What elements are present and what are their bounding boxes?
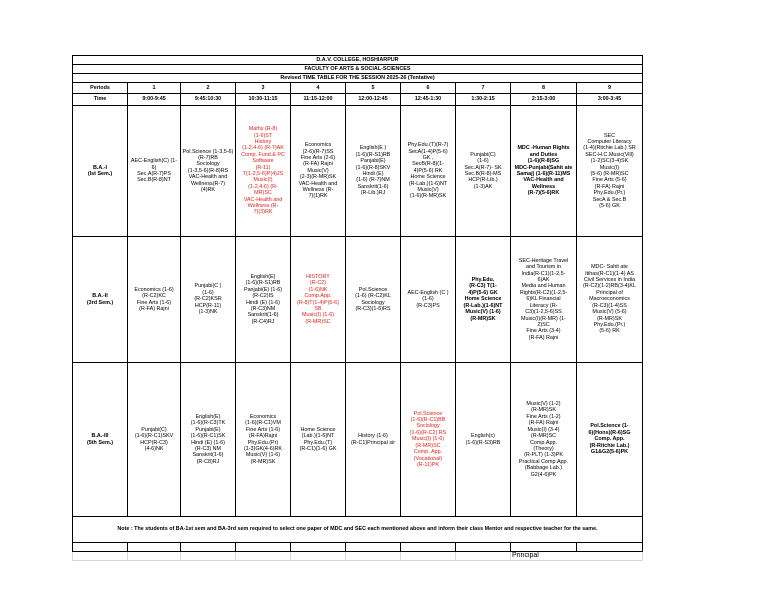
cell-line: Hindi (E) xyxy=(362,171,384,177)
timetable-grid xyxy=(72,55,643,561)
timetable-cell xyxy=(128,237,181,363)
timetable-cell xyxy=(236,237,291,363)
cell-line: Music(I) xyxy=(253,177,273,184)
cell-line: Pol.Science (1-3,5-6) (R-7)RB xyxy=(182,148,234,161)
timetable-cell xyxy=(181,363,236,517)
cell-line: (1-3)AK xyxy=(473,183,493,190)
cell-line: SEC-Heritage Travel xyxy=(518,257,569,264)
cell-line: (1-6)(R-C1)SKV xyxy=(134,433,174,440)
cell-line: Sec.A(R-7)PS xyxy=(137,171,171,177)
cell-line: (R-C3)(1-4)SS xyxy=(592,302,627,309)
cell-line: Punjabi(C) xyxy=(141,426,167,433)
cell-line: (R-MR)SK xyxy=(597,315,622,322)
cell-line: (R-FA) Rajni xyxy=(303,161,333,168)
cell-line: Hindi (E) (1-6) xyxy=(246,299,280,306)
cell-line: (R-MR)SK xyxy=(531,407,556,414)
cell-line: Music(V) (1-2) xyxy=(526,401,561,408)
cell-line: India(R-C1)(1-2,5- xyxy=(521,270,566,277)
cell-line: Phy.Edu.(Pr.) xyxy=(593,190,626,197)
cell-line: MR)SC xyxy=(254,190,272,197)
cell-line: Computer Literacy xyxy=(587,138,632,145)
timetable-cell xyxy=(577,237,643,363)
cell-line: Itihas(R-C1)(1-4) AS xyxy=(585,270,634,277)
cell-line: (2-3)(R-MR)SK xyxy=(299,174,337,181)
cell-line: and Duties xyxy=(529,151,558,158)
semester-label xyxy=(73,363,128,517)
cell-line: (1-6)(R-MR)SK xyxy=(409,193,447,200)
cell-line: Literacy (R- xyxy=(529,302,558,309)
cell-line: VAC-Health and xyxy=(523,177,564,184)
cell-line: 4)P(5-6) RK xyxy=(413,167,443,174)
cell-line: Principal of xyxy=(596,289,623,296)
cell-line: AEC-English (C ) xyxy=(407,289,449,296)
period-number: 7 xyxy=(456,83,511,94)
cell-line: (1-6)(R-C1)BB xyxy=(410,417,446,424)
timetable-cell xyxy=(236,106,291,237)
period-time: 3:00-3:45 xyxy=(577,94,643,106)
cell-line: (5-6) (R-MR)SC xyxy=(590,171,629,177)
semester-row xyxy=(73,363,643,517)
cell-line: (1-2)SC(3-4)SK xyxy=(590,158,629,165)
timetable-cell xyxy=(128,106,181,237)
cell-line: Economics (1-6) xyxy=(134,286,174,293)
period-number: 3 xyxy=(236,83,291,94)
cell-line: Sec.A(R-7)- SK xyxy=(464,164,502,171)
cell-line: Wellness xyxy=(531,183,556,190)
cell-line: (R-C3)(1-6)RS xyxy=(355,305,391,312)
cell-line: GK , xyxy=(422,154,434,161)
timetable-cell xyxy=(577,106,643,237)
cell-line: Wellness(R-7) xyxy=(190,180,226,187)
cell-line: (4-6)NK xyxy=(144,445,164,452)
cell-line: Civil Services in India xyxy=(583,277,636,284)
footnote: Note : The students of BA-1st sem and BA-3rd sem required to select one paper of MDC and SEC each mentioned above and inform their class Mentor and respective teacher for the same. xyxy=(73,517,643,543)
cell-line: Practical Comp.App. xyxy=(518,458,569,465)
timetable-cell xyxy=(346,237,401,363)
cell-line: Music(V) xyxy=(307,167,329,174)
cell-line: English(E ) xyxy=(359,145,387,152)
cell-line: SecB(R-8)(1- xyxy=(412,161,444,168)
cell-line: (1-6) xyxy=(422,296,434,303)
cell-line: (R-C3)NM xyxy=(250,305,276,312)
cell-line: (R-FA) Rajni xyxy=(528,420,559,427)
cell-line: (R-MR)SC xyxy=(305,318,331,325)
cell-line: Comp.App. xyxy=(530,439,557,446)
cell-line: (1-6)(R-8)SG xyxy=(527,158,560,165)
cell-line: Rights(R-C2)(1-2,5- xyxy=(519,289,568,296)
cell-line: Music(I) (1-6) xyxy=(301,312,335,319)
period-number: 1 xyxy=(128,83,181,94)
cell-line: Music(I) (1-6) xyxy=(411,436,445,443)
period-time: 11:15-12:00 xyxy=(291,94,346,106)
cell-line: SB xyxy=(314,305,322,312)
cell-line: HCP(R-11) xyxy=(194,302,222,309)
time-label: Time xyxy=(73,94,128,106)
cell-line: Music(V) (5-6) xyxy=(592,309,627,316)
cell-line: (R-MR)SC xyxy=(530,433,557,440)
cell-line: (R-7)(5-6)RK xyxy=(527,190,560,197)
timetable-cell xyxy=(401,237,456,363)
cell-line: (R-Lab.)(1-6)NT xyxy=(408,180,448,187)
cell-line: (1-6) xyxy=(202,289,214,296)
cell-line: SEC-H.C.Music(Vill) xyxy=(585,151,634,158)
cell-line: (R-FA) Rajni xyxy=(139,305,169,312)
cell-line: Software xyxy=(252,158,274,165)
cell-line: 7)(3)RK xyxy=(253,209,273,216)
cell-line: 4)P(5-6) GK xyxy=(468,289,498,296)
cell-line: (R-MR)SK xyxy=(250,458,276,465)
cell-line: Sanskrit(1-6) xyxy=(192,452,224,459)
period-time: 9:45:10:30 xyxy=(181,94,236,106)
cell-line: Economics xyxy=(304,142,332,149)
cell-line: Music(I)(R-MR) (1- xyxy=(521,315,566,322)
cell-line: MDC -Human Rights xyxy=(517,145,570,152)
cell-line: SecA & Sec.B xyxy=(592,196,627,203)
cell-line: (R-C2)(1-2)RB(3-4)KL xyxy=(582,283,636,290)
cell-line: (R-FA)Rajni xyxy=(248,433,278,440)
cell-line: Sociology xyxy=(416,423,440,430)
cell-line: Phy.Edu.(Pr) xyxy=(247,439,279,446)
cell-line: (Babbage Lab.) xyxy=(524,465,563,472)
cell-line: Pol.Science xyxy=(358,286,388,293)
cell-line: (1-6)(R-S3)RB xyxy=(465,439,501,446)
cell-line: VAC-Health and xyxy=(188,174,228,181)
cell-line: Economics xyxy=(249,413,277,420)
period-time: 10:30-11:15 xyxy=(236,94,291,106)
cell-line: Phy.Edu.(T)(R-7) xyxy=(407,142,449,149)
cell-line: (1-6)(R-C1)SK xyxy=(190,433,226,440)
semester-label xyxy=(73,237,128,363)
cell-line: HISTORY xyxy=(306,273,330,280)
periods-row xyxy=(73,83,643,94)
cell-line: Fine Arts (1-6) xyxy=(136,299,172,306)
cell-line: (R-C3) NM xyxy=(194,445,222,452)
cell-line: English(c) xyxy=(471,433,495,440)
cell-line: Sanskrit(1-6) xyxy=(247,312,279,319)
timetable-cell xyxy=(456,237,511,363)
cell-line: VAC-Health and xyxy=(298,180,338,187)
cell-line: (1-3)NK xyxy=(198,309,218,316)
cell-line: (R-C3)PS xyxy=(416,302,440,309)
timetable-cell xyxy=(511,106,577,237)
period-time: 2:15-3:00 xyxy=(511,94,577,106)
cell-line: Maths (R-8) xyxy=(248,126,278,133)
semester-name: (Ist Sem.) xyxy=(87,171,113,177)
cell-line: Fine Arts (3-4) xyxy=(526,328,561,335)
cell-line: English(E) xyxy=(195,413,221,420)
cell-line: (R-11) xyxy=(255,164,271,171)
cell-line: Sociology xyxy=(196,161,220,168)
cell-line: Panjabi(E) xyxy=(360,158,386,165)
cell-line: Sec.B(R-8)-MS xyxy=(464,171,502,177)
cell-line: 6)KL Financial xyxy=(526,296,561,303)
cell-line: (R-C1)Principal sir xyxy=(350,439,396,446)
cell-line: Fine Arts (1-2) xyxy=(526,413,561,420)
cell-line: (1-6)NK xyxy=(308,286,328,293)
cell-line: (1-6) (R-7)NM xyxy=(356,177,390,184)
timetable-cell xyxy=(291,363,346,517)
period-time: 9:00-9:45 xyxy=(128,94,181,106)
cell-line: G1&G2(5-6)PK xyxy=(590,449,629,456)
semester-label xyxy=(73,106,128,237)
timetable-cell xyxy=(511,363,577,517)
cell-line: (1-2,4-6) (R-7)AK xyxy=(242,145,284,152)
cell-line: (1-6)(R-C3)TK xyxy=(190,420,226,427)
timetable-cell xyxy=(401,363,456,517)
timetable-cell xyxy=(236,363,291,517)
principal-signature-label: Principal xyxy=(511,552,643,561)
cell-line: Fine Arts (1-6) xyxy=(245,426,281,433)
cell-line: Sociology xyxy=(361,299,385,306)
cell-line: Home Science xyxy=(464,296,502,303)
timetable-cell xyxy=(456,106,511,237)
cell-line: Fine Arts (5-6) xyxy=(592,177,627,184)
timetable-cell xyxy=(291,237,346,363)
cell-line: Wellness (R- xyxy=(302,187,334,194)
cell-line: (R-C4)RJ xyxy=(251,318,275,325)
cell-line: (R-C3) T(1- xyxy=(469,283,497,290)
timetable-cell xyxy=(456,363,511,517)
cell-line: Music(V) xyxy=(417,187,439,194)
cell-line: Hindi (E) (1-6) xyxy=(191,439,225,446)
cell-line: Comp. App. xyxy=(413,449,443,456)
cell-line: (2-6)(R-7)SS xyxy=(302,148,334,155)
timetable-cell xyxy=(128,363,181,517)
cell-line: (R-C2)KSR xyxy=(194,296,222,303)
semester-name: (3rd Sem.) xyxy=(86,299,114,306)
cell-line: SEC xyxy=(603,132,616,139)
cell-line: (Vocational) xyxy=(413,455,443,462)
cell-line: AEC-English(C) (1-6) xyxy=(130,158,178,171)
cell-line: Phy.Edu.(T) xyxy=(303,439,333,446)
cell-line: Sanskrit(1-6) xyxy=(357,183,389,190)
cell-line: (R-FA) Rajni xyxy=(528,334,559,341)
cell-line: (R-FA) Rajni xyxy=(594,183,625,190)
cell-line: Pol.Science xyxy=(413,410,443,417)
cell-line: (1-6)(R-C1)VM xyxy=(245,420,281,427)
cell-line: English(E) xyxy=(250,273,276,280)
cell-line: Phy.Edu. xyxy=(471,277,495,284)
period-time: 12:45-1:30 xyxy=(401,94,456,106)
cell-line: (5-6) RK xyxy=(599,328,620,335)
cell-line: (1-6)(R-S1)RB xyxy=(245,280,281,287)
cell-line: (1-3,5-6)(R-8)RS xyxy=(187,167,229,174)
class-name: B.A.-III xyxy=(91,433,109,440)
cell-line: (R-C8)RJ xyxy=(196,458,220,465)
period-number: 5 xyxy=(346,83,401,94)
cell-line: Home Science xyxy=(300,426,336,433)
cell-line: Samaj) (1-6)(R-11)MS xyxy=(516,171,571,177)
college-name: D.A.V. COLLEGE, HOSHIARPUR xyxy=(73,56,643,65)
cell-line: Comp. Fund.& PC xyxy=(241,151,285,158)
cell-line: Home Science xyxy=(410,174,446,181)
cell-line: (4)RK xyxy=(200,187,216,194)
cell-line: Punjabi(C ) xyxy=(194,283,222,290)
cell-line: Media and Human xyxy=(521,283,566,290)
timetable-cell xyxy=(291,106,346,237)
cell-line: (1-6) xyxy=(477,158,489,165)
cell-line: 6)AK xyxy=(537,277,550,284)
time-row xyxy=(73,94,643,106)
cell-line: Fine Arts (2-6) xyxy=(300,154,336,161)
cell-line: 6)(Hons)(R-6)SG xyxy=(588,429,631,436)
cell-line: (R-C2) xyxy=(309,280,327,287)
cell-line: 7)(1)RK xyxy=(308,193,328,200)
timetable-title: Revised TIME TABLE FOR THE SESSION 2025-26 (Tentative) xyxy=(73,74,643,83)
cell-line: Panjabi(E) (1-6) xyxy=(243,286,283,293)
cell-line: Music(I) xyxy=(599,164,620,171)
cell-line: (1-4)(Ritchie Lab.) SR xyxy=(583,145,636,152)
cell-line: Sec.B(R-8)NT xyxy=(137,177,171,184)
semester-name: (5th Sem.) xyxy=(86,439,114,446)
period-number: 8 xyxy=(511,83,577,94)
cell-line: (R-Lib.)RJ xyxy=(360,190,386,197)
cell-line: Music(V) (1-6) xyxy=(465,309,501,316)
cell-line: HCP(R-Lib.) xyxy=(468,177,498,184)
cell-line: HCP(R-C3) xyxy=(140,439,168,446)
faculty-name: FACULTY OF ARTS & SOCIAL-SCIENCES xyxy=(73,65,643,74)
cell-line: (R-MR)SC xyxy=(415,442,441,449)
timetable-cell xyxy=(346,363,401,517)
cell-line: (R-C2)IS xyxy=(252,293,274,300)
cell-line: (1-6)(R-S1)RB xyxy=(355,151,391,158)
semester-row xyxy=(73,237,643,363)
cell-line: MDC-Punjabi(Sahit ate xyxy=(514,164,573,171)
timetable-cell xyxy=(346,106,401,237)
cell-line: (5-6) GK xyxy=(599,203,620,210)
cell-line: (1-6) (R-C2)KL xyxy=(355,293,391,300)
timetable-cell xyxy=(511,237,577,363)
cell-line: MDC- Sahit ate xyxy=(591,264,628,271)
cell-line: Comp. App. xyxy=(594,436,625,443)
cell-line: Pol.Science (1- xyxy=(590,423,629,430)
cell-line: Punjabi(C) xyxy=(470,151,496,158)
cell-line: (R-Ritchie Lab.) xyxy=(589,442,630,449)
cell-line: (R-PLT) (1-3)PK xyxy=(524,452,563,459)
cell-line: Music(I) (3-4) xyxy=(527,426,560,433)
period-number: 4 xyxy=(291,83,346,94)
timetable-cell xyxy=(181,237,236,363)
timetable-cell xyxy=(401,106,456,237)
cell-line: and Tourism in xyxy=(526,264,561,271)
semester-row xyxy=(73,106,643,237)
class-name: B.A.-I xyxy=(92,164,108,171)
cell-line: Wellness (R- xyxy=(247,203,279,210)
period-number: 2 xyxy=(181,83,236,94)
cell-line: C3)(1-2,5-6)SS xyxy=(525,309,562,316)
cell-line: Comp.App. xyxy=(304,293,332,300)
class-name: B.A.-II xyxy=(92,293,108,300)
cell-line: Punjabi(E) xyxy=(195,426,221,433)
cell-line: (1-6)(R-C2) RS xyxy=(409,429,447,436)
period-number: 6 xyxy=(401,83,456,94)
cell-line: History (1-6) xyxy=(358,433,388,440)
cell-line: (R-Lab.)(1-6)NT xyxy=(463,302,503,309)
cell-line: Macroeconomics xyxy=(589,296,630,303)
cell-line: G2(4-6)PK xyxy=(530,471,557,478)
cell-line: SecA(1-4)P(5-6) xyxy=(408,148,448,155)
cell-line: (Theory) xyxy=(533,445,554,452)
cell-line: (R-11)PK xyxy=(416,461,440,468)
timetable-cell xyxy=(181,106,236,237)
cell-line: VAC-Health and xyxy=(243,196,283,203)
cell-line: Phy.Edu.(Pr.) xyxy=(593,321,626,328)
period-time: 12:00-12:45 xyxy=(346,94,401,106)
cell-line: 2)SC xyxy=(537,321,550,328)
cell-line: (1-3)GK(4-6)RK xyxy=(243,445,283,452)
cell-line: (1-2,4-6) (R- xyxy=(248,183,278,190)
period-time: 1:30-2:15 xyxy=(456,94,511,106)
cell-line: Music(V) (1-6) xyxy=(245,452,281,459)
cell-line: (R-8)T(1-4)P(5-6) xyxy=(297,299,339,306)
cell-line: (1-6)(R-8)SKV xyxy=(355,164,391,171)
cell-line: (1-6)ST xyxy=(253,132,273,139)
cell-line: (R-C2)KC xyxy=(142,293,166,300)
cell-line: (R-MR)SK xyxy=(470,315,496,322)
cell-line: T(1-2,5-6)P(4)JS xyxy=(242,171,284,177)
cell-line: (R-C1)(1-6) GK xyxy=(299,445,337,452)
cell-line: (Lab.)(1-6)NT xyxy=(301,433,335,440)
periods-label: Periods xyxy=(73,83,128,94)
period-number: 9 xyxy=(577,83,643,94)
timetable-cell xyxy=(577,363,643,517)
cell-line: History xyxy=(254,138,272,145)
